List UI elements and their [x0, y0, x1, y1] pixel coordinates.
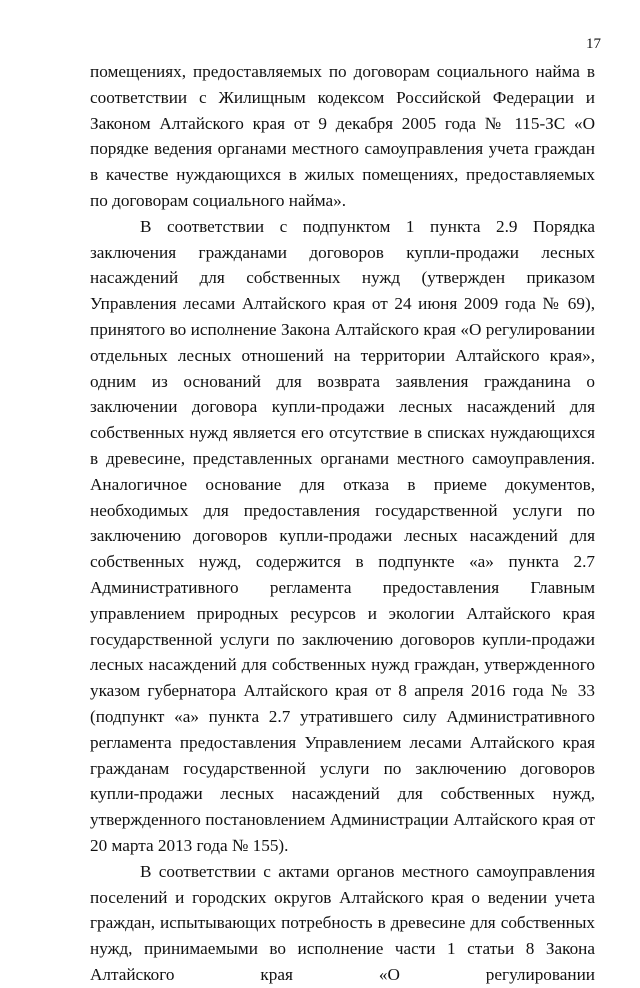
- page-number: 17: [586, 36, 601, 52]
- body-text: [90, 59, 595, 988]
- paragraph-municipal-acts: В соответствии с актами органов местного самоуправления поселений и городских округов Алтайского края о ведении учета граждан, испытывающих потребность в древесине для собственных нужд, принимаемыми во исполнение части 1 статьи 8 Закона Алтайского края «О регулировании: [90, 861, 595, 984]
- paragraph-continued: помещениях, предоставляемых по договорам социального найма в соответствии с Жилищным кодексом Российской Федерации и Законом Алтайского края от 9 декабря 2005 года № 115-ЗС «О порядке ведения органами местного самоуправления учета граждан в качестве нуждающихся в жилых помещениях, предоставляемых по договорам социального найма».: [90, 62, 595, 210]
- paragraph-forest-procedure: В соответствии с подпунктом 1 пункта 2.9 Порядка заключения гражданами договоров купли-продажи лесных насаждений для собственных нужд (утвержден приказом Управления лесами Алтайского края от 24 июня 2009 года № 69), принятого во исполнение Закона Алтайского края «О регулировании отдельных лесных отношений на территории Алтайского края», одним из оснований для возврата заявления гражданина о заключении договора купли-продажи лесных насаждений для собственных нужд является его отсутствие в списках нуждающихся в древесине, представленных органами местного самоуправления. Аналогичное основание для отказа в приеме документов, необходимых для предоставления государственной услуги по заключению договоров купли-продажи лесных насаждений для собственных нужд, содержится в подпункте «а» пункта 2.7 Административного регламента предоставления Главным управлением природных ресурсов и экологии Алтайского края государственной услуги по заключению договоров купли-продажи лесных насаждений для собственных нужд граждан, утвержденного указом губернатора Алтайского края от 8 апреля 2016 года № 33 (подпункт «а» пункта 2.7 утратившего силу Административного регламента предоставления Управлением лесами Алтайского края гражданам государственной услуги по заключению договоров купли-продажи лесных насаждений для собственных нужд, утвержденного постановлением Администрации Алтайского края от 20 марта 2013 года № 155).: [90, 216, 595, 855]
